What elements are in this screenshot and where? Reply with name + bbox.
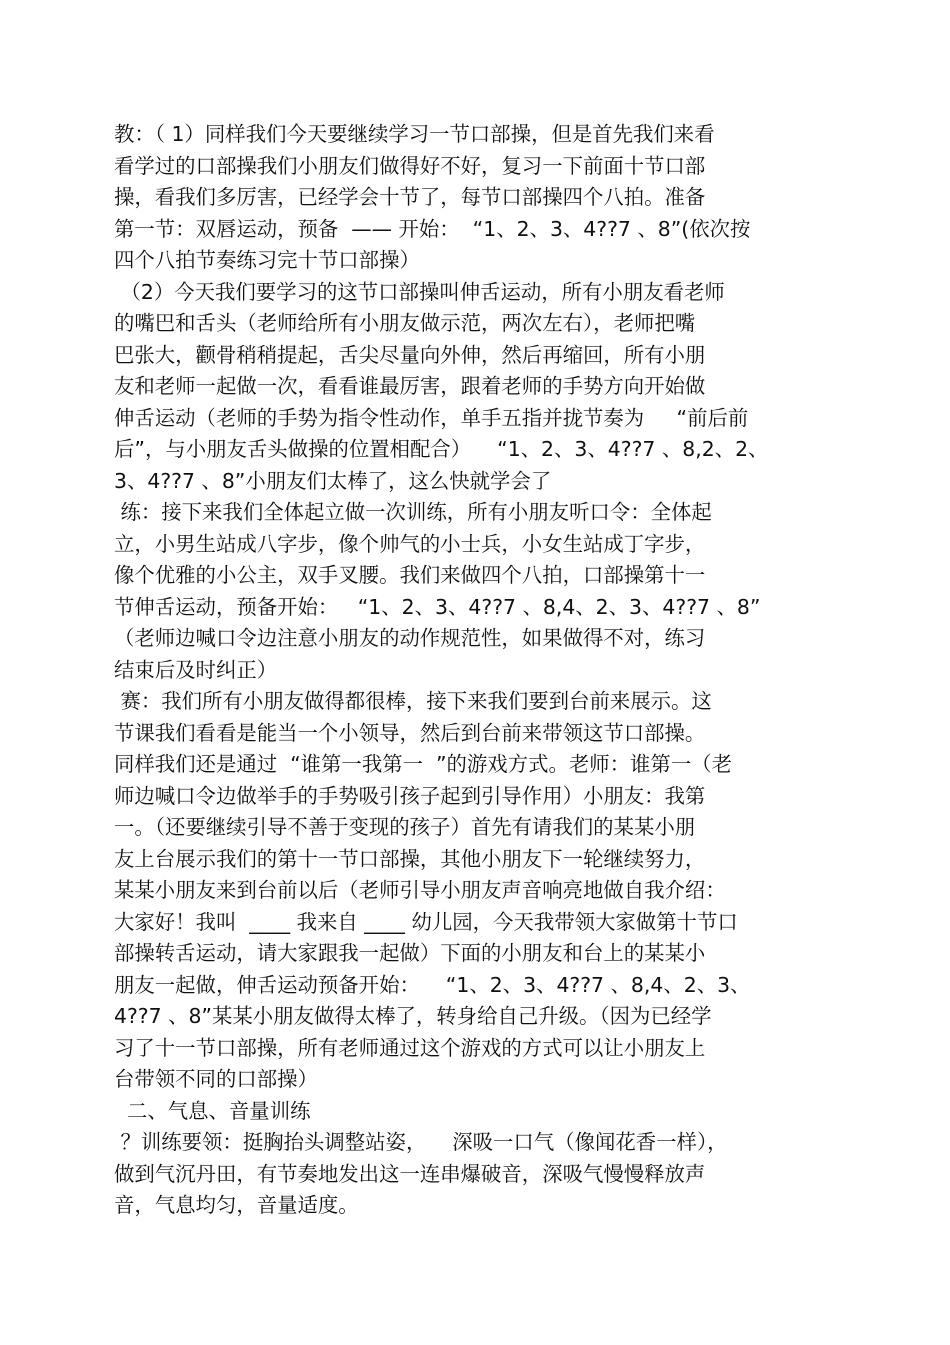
text-line: 第一节：双唇运动，预备 —— 开始： “1、2、3、4??7 、8”(依次按: [114, 216, 751, 241]
text-line: 同样我们还是通过 “谁第一我第一 ”的游戏方式。老师：谁第一（老: [114, 752, 732, 776]
text-line: 结束后及时纠正）: [114, 657, 278, 682]
text-line: 巴张大，颧骨稍稍提起，舌尖尽量向外伸，然后再缩回，所有小朋: [114, 342, 706, 367]
text-line: 节伸舌运动，预备开始： “1、2、3、4??7 、8,4、2、3、4??7 、8”: [114, 594, 761, 619]
text-line: 部操转舌运动，请大家跟我一起做）下面的小朋友和台上的某某小: [114, 941, 706, 965]
text-line: 友上台展示我们的第十一节口部操，其他小朋友下一轮继续努力，: [114, 846, 706, 871]
section-heading: 二、气息、音量训练: [114, 1098, 311, 1123]
text-line: 节课我们看看是能当一个小领导，然后到台前来带领这节口部操。: [114, 720, 706, 745]
text-line: 朋友一起做，伸舌运动预备开始： “1、2、3、4??7 、8,4、2、3、: [114, 972, 751, 997]
text-line: 台带领不同的口部操）: [114, 1067, 318, 1091]
text-line: （老师边喊口令边注意小朋友的动作规范性，如果做得不对，练习: [114, 626, 706, 650]
text-line: 教：（ 1）同样我们今天要继续学习一节口部操，但是首先我们来看: [114, 122, 715, 146]
document-body: [114, 119, 834, 1222]
text-line: 某某小朋友来到台前以后（老师引导小朋友声音响亮地做自我介绍：: [114, 878, 726, 902]
text-line: 像个优雅的小公主，双手叉腰。我们来做四个八拍，口部操第十一: [114, 563, 706, 587]
text-line: 做到气沉丹田，有节奏地发出这一连串爆破音，深吸气慢慢释放声: [114, 1161, 706, 1186]
text-line: 看学过的口部操我们小朋友们做得好不好，复习一下前面十节口部: [114, 153, 706, 178]
text-line: 友和老师一起做一次，看看谁最厉害，跟着老师的手势方向开始做: [114, 374, 706, 398]
text-line: 的嘴巴和舌头（老师给所有小朋友做示范，两次左右），老师把嘴: [114, 311, 696, 335]
text-line: 立，小男生站成八字步，像个帅气的小士兵，小女生站成丁字步，: [114, 531, 706, 556]
text-line: 4??7 、8”某某小朋友做得太棒了，转身给自己升级。（因为已经学: [114, 1004, 712, 1028]
text-line: 师边喊口令边做举手的手势吸引孩子起到引导作用）小朋友：我第: [114, 783, 706, 808]
text-line: 赛：我们所有小朋友做得都很棒，接下来我们要到台前来展示。这: [114, 689, 712, 713]
text-line: ？训练要领：挺胸抬头调整站姿， 深吸一口气（像闻花香一样），: [114, 1130, 728, 1154]
text-line: 音，气息均匀，音量适度。: [114, 1193, 359, 1217]
text-line: 四个八拍节奏练习完十节口部操）: [114, 248, 420, 272]
text-line: （2）今天我们要学习的这节口部操叫伸舌运动，所有小朋友看老师: [114, 279, 725, 304]
text-line: 练：接下来我们全体起立做一次训练，所有小朋友听口令：全体起: [114, 500, 712, 524]
text-line: 操，看我们多厉害，已经学会十节了，每节口部操四个八拍。准备: [114, 185, 706, 209]
text-line: 大家好！我叫 ____ 我来自 ____ 幼儿园，今天我带领大家做第十节口: [114, 909, 738, 934]
text-line: 后”，与小朋友舌头做操的位置相配合） “1、2、3、4??7 、8,2、2、: [114, 437, 769, 461]
text-line: 习了十一节口部操，所有老师通过这个游戏的方式可以让小朋友上: [114, 1035, 706, 1060]
text-line: 3、4??7 、8”小朋友们太棒了，这么快就学会了: [114, 468, 552, 493]
text-line: 一。（还要继续引导不善于变现的孩子）首先有请我们的某某小朋: [114, 815, 696, 839]
text-line: 伸舌运动（老师的手势为指令性动作，单手五指并拢节奏为 “前后前: [114, 405, 749, 430]
